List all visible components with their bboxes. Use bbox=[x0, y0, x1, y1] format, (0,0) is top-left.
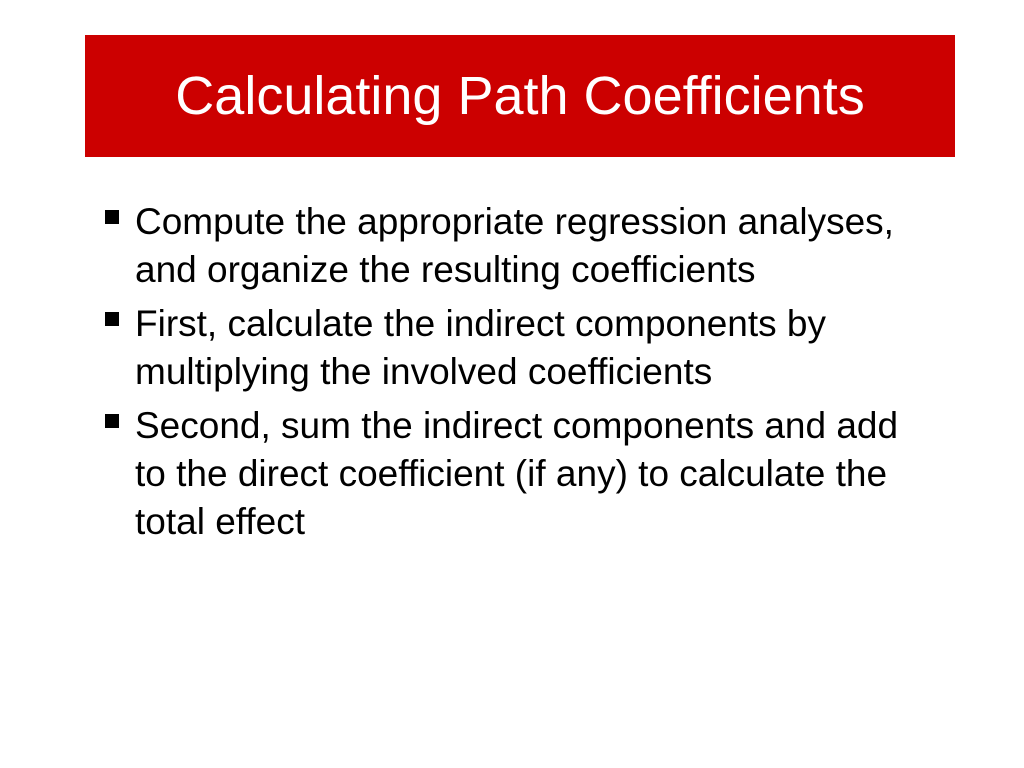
square-bullet-icon bbox=[105, 414, 119, 428]
title-bar bbox=[85, 35, 955, 157]
bullet-item-1 bbox=[102, 198, 932, 294]
bullet-text: Second, sum the indirect components and add to the direct coefficient (if any) to calculate the total effect bbox=[135, 405, 899, 542]
slide-title: Calculating Path Coefficients bbox=[175, 66, 865, 126]
bullet-item-3 bbox=[102, 402, 932, 546]
bullet-list bbox=[102, 198, 932, 552]
bullet-text: Compute the appropriate regression analyses, and organize the resulting coefficients bbox=[135, 201, 894, 290]
square-bullet-icon bbox=[105, 210, 119, 224]
square-bullet-icon bbox=[105, 312, 119, 326]
bullet-text: First, calculate the indirect components by multiplying the involved coefficients bbox=[135, 303, 826, 392]
bullet-item-2 bbox=[102, 300, 932, 396]
